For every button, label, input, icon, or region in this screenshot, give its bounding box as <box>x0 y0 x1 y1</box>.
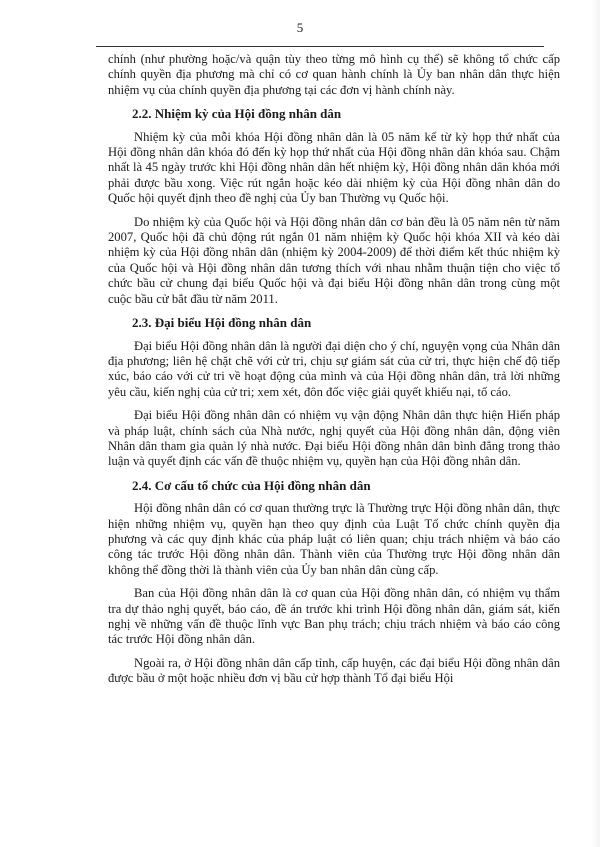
paragraph: Ngoài ra, ở Hội đồng nhân dân cấp tỉnh, cấp huyện, các đại biểu Hội đồng nhân dân được bầu ở một hoặc nhiều đơn vị bầu cử hợp thành Tổ đại biểu Hội <box>108 655 560 686</box>
section-heading-2-2: 2.2. Nhiệm kỳ của Hội đồng nhân dân <box>132 106 342 122</box>
header-rule <box>96 46 544 47</box>
intro-paragraph: chính (như phường hoặc/và quận tùy theo từng mô hình cụ thể) sẽ không tổ chức cấp chính quyền địa phương mà chỉ có cơ quan hành chính là Ủy ban nhân dân thực hiện nhiệm vụ của chính quyền địa phương tại các đơn vị hành chính này. <box>108 52 560 97</box>
paragraph: Ban của Hội đồng nhân dân là cơ quan của Hội đồng nhân dân, có nhiệm vụ thẩm tra dự thảo nghị quyết, báo cáo, đề án trước khi trình Hội đồng nhân dân, giám sát, kiến nghị về những vấn đề thuộc lĩnh vực Ban phụ trách; chịu trách nhiệm và báo cáo công tác trước Hội đồng nhân dân. <box>108 586 560 647</box>
section-heading-2-3: 2.3. Đại biểu Hội đồng nhân dân <box>132 315 312 331</box>
page-number: 5 <box>296 20 304 35</box>
scan-edge <box>592 0 600 847</box>
paragraph: Nhiệm kỳ của mỗi khóa Hội đồng nhân dân là 05 năm kể từ kỳ họp thứ nhất của Hội đồng nhân dân khóa đó đến kỳ họp thứ nhất của Hội đồng nhân dân khóa sau. Chậm nhất là 45 ngày trước khi Hội đồng nhân dân hết nhiệm kỳ, Hội đồng nhân dân khóa mới phải được bầu xong. Việc rút ngắn hoặc kéo dài nhiệm kỳ của Hội đồng nhân dân do Quốc hội quyết định theo đề nghị của Ủy ban Thường vụ Quốc hội. <box>108 129 560 206</box>
paragraph: Đại biểu Hội đồng nhân dân là người đại diện cho ý chí, nguyện vọng của Nhân dân địa phương; liên hệ chặt chẽ với cử tri, chịu sự giám sát của cử tri, thực hiện chế độ tiếp xúc, báo cáo với cử tri về hoạt động của mình và của Hội đồng nhân dân, trả lời những yêu cầu, kiến nghị của cử tri; xem xét, đôn đốc việc giải quyết khiếu nại, tố cáo. <box>108 338 560 399</box>
paragraph: Hội đồng nhân dân có cơ quan thường trực là Thường trực Hội đồng nhân dân, thực hiện những nhiệm vụ, quyền hạn theo quy định của Luật Tổ chức chính quyền địa phương và các quy định khác của pháp luật có liên quan; chịu trách nhiệm và báo cáo công tác trước Hội đồng nhân dân. Thành viên của Thường trực Hội đồng nhân dân không thể đồng thời là thành viên của Ủy ban nhân dân cùng cấp. <box>108 501 560 577</box>
paragraph: Đại biểu Hội đồng nhân dân có nhiệm vụ vận động Nhân dân thực hiện Hiến pháp và pháp luật, chính sách của Nhà nước, nghị quyết của Hội đồng nhân dân, động viên Nhân dân tham gia quản lý nhà nước. Đại biểu Hội đồng nhân dân bình đẳng trong thảo luận và quyết định các vấn đề thuộc nhiệm vụ, quyền hạn của Hội đồng nhân dân. <box>108 408 560 469</box>
document-body <box>108 52 560 695</box>
section-heading-2-4: 2.4. Cơ cấu tổ chức của Hội đồng nhân dân <box>132 477 371 493</box>
paragraph: Do nhiệm kỳ của Quốc hội và Hội đồng nhân dân cơ bản đều là 05 năm nên từ năm 2007, Quốc hội đã chủ động rút ngắn 01 năm nhiệm kỳ Quốc hội khóa XII và kéo dài nhiệm kỳ của Hội đồng nhân dân (nhiệm kỳ 2004-2009) để thời điểm kết thúc nhiệm kỳ của Quốc hội và Hội đồng nhân dân tương thích với nhau nhằm thuận tiện cho việc tổ chức bầu cử chung đại biểu Quốc hội và đại biểu Hội đồng nhân dân trong cùng một cuộc bầu cử bắt đầu từ năm 2011. <box>108 214 560 306</box>
